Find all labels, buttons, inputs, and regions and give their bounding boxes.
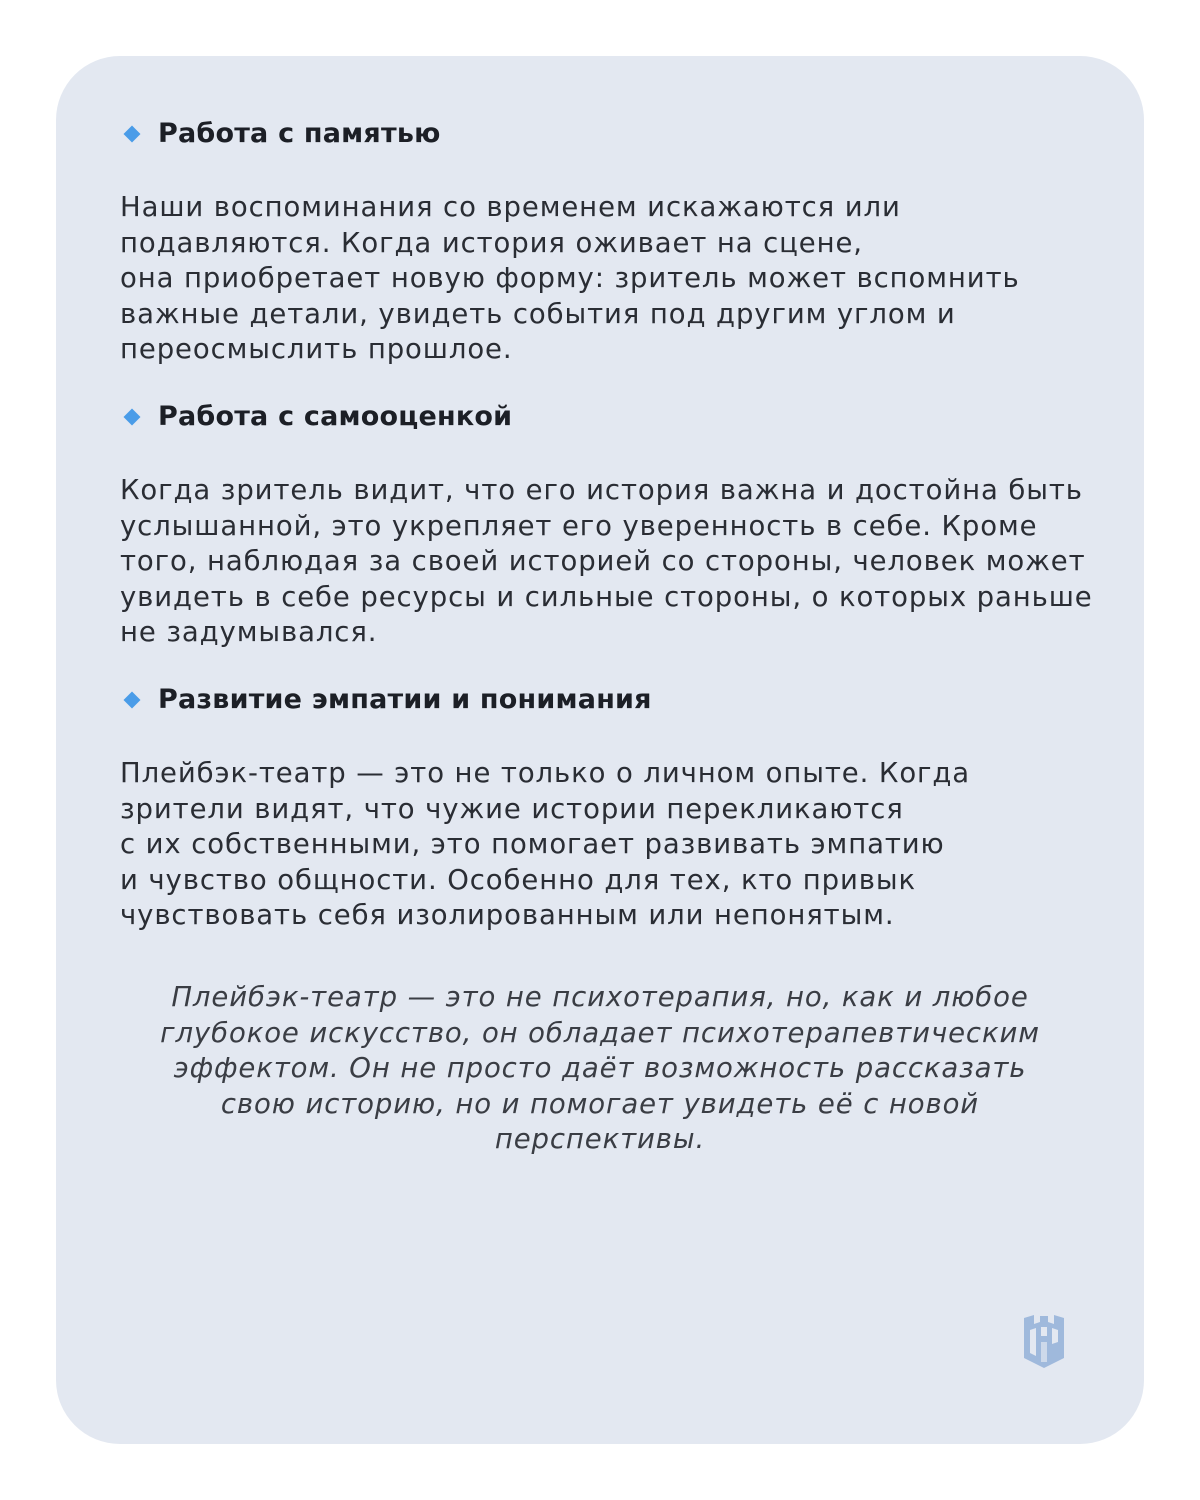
body-line: того, наблюдая за своей историей со стороны, человек может	[120, 545, 1086, 577]
section-heading-text: Развитие эмпатии и понимания	[158, 684, 652, 715]
quote-line: перспективы.	[494, 1123, 706, 1155]
section-heading-text: Работа с памятью	[158, 118, 441, 149]
body-line: она приобретает новую форму: зритель может вспомнить	[120, 262, 1020, 294]
diamond-bullet-icon	[124, 125, 141, 142]
quote-line: свою историю, но и помогает увидеть её с новой	[220, 1087, 980, 1120]
section-heading-text: Работа с самооценкой	[158, 401, 513, 432]
body-line: Наши воспоминания со временем искажаются или	[120, 191, 901, 223]
quote-line: глубокое искусство, он обладает психотерапевтическим	[160, 1016, 1040, 1049]
body-line: увидеть в себе ресурсы и сильные стороны, о которых раньше	[120, 580, 1093, 613]
body-line: чувствовать себя изолированным или непонятым.	[120, 899, 895, 931]
body-line: и чувство общности. Особенно для тех, кто привык	[120, 863, 917, 896]
diamond-bullet-icon	[124, 691, 141, 708]
section-heading-memory	[124, 118, 441, 149]
section-body-empathy	[120, 756, 1090, 934]
body-line: переосмыслить прошлое.	[120, 333, 513, 365]
body-line: важные детали, увидеть события под другим углом и	[120, 297, 956, 330]
body-line: с их собственными, это помогает развивать эмпатию	[120, 828, 945, 860]
body-line: Плейбэк-театр — это не только о личном опыте. Когда	[120, 757, 971, 789]
section-body-self-esteem	[120, 473, 1093, 651]
quote-line: Плейбэк-театр — это не психотерапия, но, как и любое	[171, 981, 1029, 1013]
section-heading-empathy	[124, 684, 652, 715]
section-heading-self-esteem	[124, 401, 512, 432]
brand-logo-icon	[1020, 1312, 1068, 1370]
quote-line: эффектом. Он не просто даёт возможность рассказать	[173, 1052, 1027, 1084]
body-line: подавляются. Когда история оживает на сцене,	[120, 226, 863, 259]
body-line: зрители видят, что чужие истории перекликаются	[120, 792, 904, 825]
closing-quote	[100, 980, 1100, 1158]
body-line: не задумывался.	[120, 616, 378, 648]
body-line: услышанной, это укрепляет его уверенность в себе. Кроме	[120, 509, 1038, 542]
body-line: Когда зритель видит, что его история важна и достойна быть	[120, 474, 1083, 506]
section-body-memory	[120, 190, 1090, 368]
diamond-bullet-icon	[124, 408, 141, 425]
